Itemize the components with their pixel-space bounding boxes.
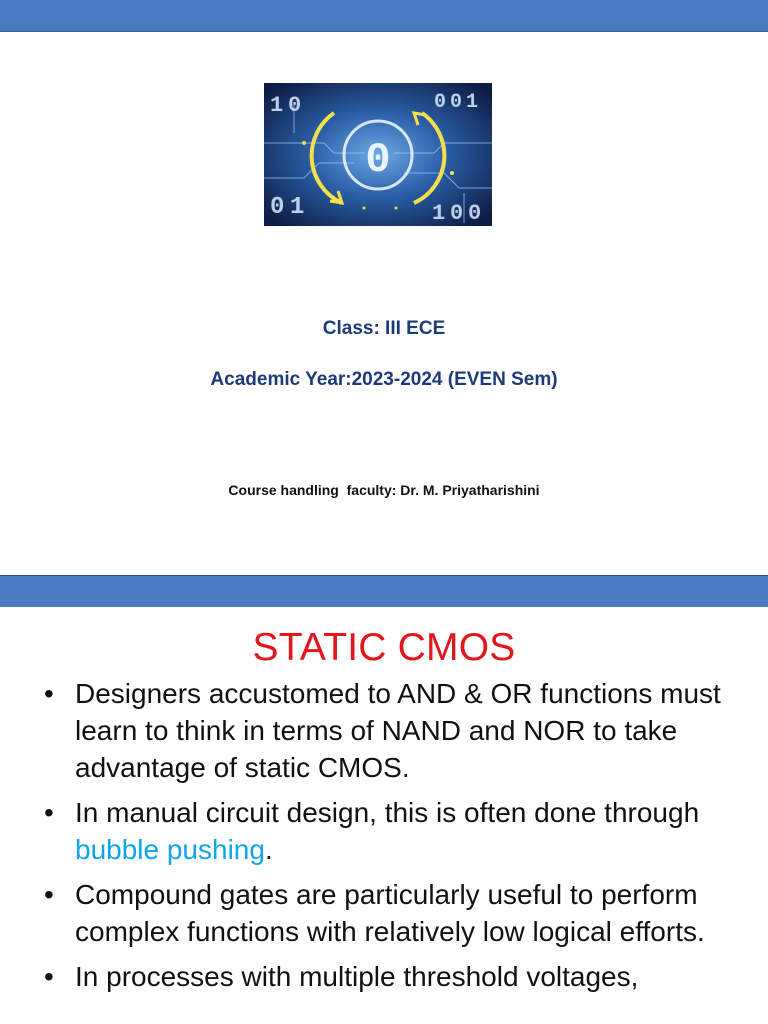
faculty-label: Course handling faculty: Dr. M. Priyatharishini (228, 482, 540, 498)
academic-year-label: Academic Year:2023-2024 (EVEN Sem) (210, 369, 558, 390)
bullet-item (44, 794, 756, 868)
svg-text:0: 0 (288, 93, 302, 118)
bullet-text: In manual circuit design, this is often done through (75, 797, 700, 828)
slide-title: STATIC CMOS (252, 626, 516, 669)
svg-text:0: 0 (450, 91, 463, 114)
bullet-item (44, 876, 756, 950)
bullet-icon: • (44, 678, 54, 709)
bullet-text: Compound gates are particularly useful to perform complex functions with relatively low logical efforts. (75, 879, 705, 947)
binary-digital-art (264, 83, 492, 226)
bullet-list (44, 675, 756, 1003)
bullet-text: Designers accustomed to AND & OR functions must learn to think in terms of NAND and NOR to take advantage of static CMOS. (75, 678, 721, 783)
bullet-icon: • (44, 879, 54, 910)
content-slide (0, 575, 768, 1024)
slide-header-bar (0, 0, 768, 32)
image-digit-center: 0 (365, 136, 391, 184)
svg-text:0: 0 (270, 194, 285, 221)
highlighted-term: bubble pushing (75, 834, 265, 865)
bullet-icon: • (44, 797, 54, 828)
svg-text:1: 1 (466, 91, 479, 114)
bullet-item (44, 675, 756, 786)
bullet-text-suffix: . (264, 834, 273, 865)
slide-header-bar (0, 576, 768, 607)
svg-text:1: 1 (290, 194, 305, 221)
class-label: Class: III ECE (322, 318, 446, 339)
svg-text:0: 0 (434, 91, 447, 114)
bullet-item (44, 958, 756, 995)
svg-text:0: 0 (450, 201, 464, 226)
svg-text:1: 1 (432, 201, 446, 226)
bullet-icon: • (44, 961, 54, 992)
binary-digital-image (264, 83, 492, 226)
bullet-text: In processes with multiple threshold voltages, (75, 961, 639, 992)
svg-text:0: 0 (468, 201, 482, 226)
svg-text:1: 1 (270, 93, 284, 118)
